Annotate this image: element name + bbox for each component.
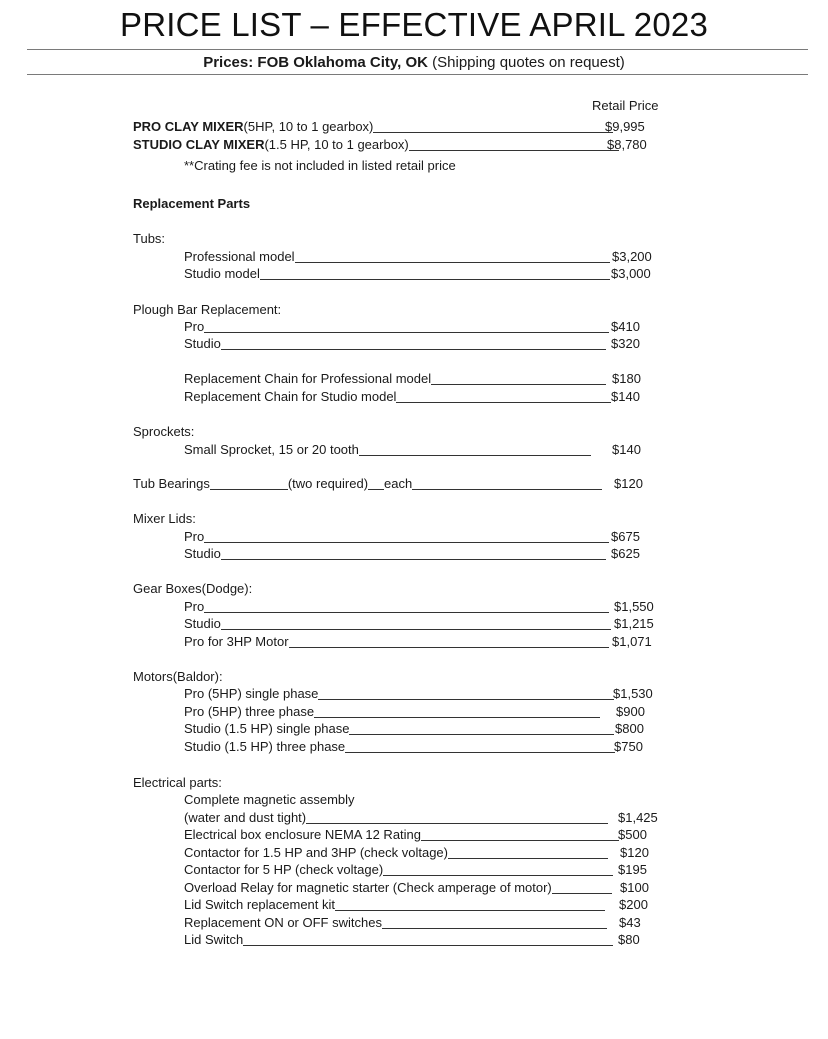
- leader-line: [221, 547, 606, 560]
- product-spec: (5HP, 10 to 1 gearbox): [243, 119, 374, 134]
- section-heading-electrical: Electrical parts:: [133, 775, 222, 790]
- leader-line: [318, 687, 614, 700]
- leader-line: [421, 828, 619, 841]
- leader-line: [409, 138, 619, 151]
- electrical-item-title: Complete magnetic assembly: [184, 792, 355, 807]
- leader-line: [221, 337, 606, 350]
- leader-line: [289, 635, 609, 648]
- leader-line: [431, 372, 606, 385]
- title-divider: [27, 49, 808, 50]
- section-heading-tubs: Tubs:: [133, 231, 166, 246]
- leader-line: [314, 705, 600, 718]
- pricing-terms: [0, 54, 828, 71]
- leader-line: [295, 250, 610, 263]
- leader-line: [382, 916, 607, 929]
- leader-line: [412, 477, 602, 490]
- fob-location: Prices: FOB Oklahoma City, OK: [203, 54, 428, 71]
- leader-line: [383, 863, 613, 876]
- price: $8,780: [607, 137, 647, 152]
- retail-price-column-header: Retail Price: [592, 98, 659, 113]
- leader-line: [552, 881, 612, 894]
- leader-line: [396, 390, 611, 403]
- section-heading-motors: Motors(Baldor):: [133, 669, 223, 684]
- section-heading-sprockets: Sprockets:: [133, 424, 195, 439]
- leader-line: [448, 846, 608, 859]
- leader-line: [243, 933, 613, 946]
- leader-line: [368, 477, 384, 490]
- leader-line: [335, 898, 605, 911]
- replacement-parts-heading: Replacement Parts: [133, 196, 251, 211]
- product-name: PRO CLAY MIXER: [133, 119, 244, 134]
- crating-note: **Crating fee is not included in listed retail price: [184, 158, 456, 173]
- leader-line: [373, 120, 613, 133]
- product-name: STUDIO CLAY MIXER: [133, 137, 265, 152]
- leader-line: [359, 443, 591, 456]
- page-title: PRICE LIST – EFFECTIVE APRIL 2023: [120, 6, 708, 43]
- leader-line: [204, 600, 609, 613]
- product-spec: (1.5 HP, 10 to 1 gearbox): [264, 137, 409, 152]
- leader-line: [306, 811, 608, 824]
- leader-line: [204, 530, 609, 543]
- leader-line: [260, 267, 610, 280]
- leader-line: [345, 740, 615, 753]
- leader-line: [204, 320, 609, 333]
- section-heading-plough-bar: Plough Bar Replacement:: [133, 302, 282, 317]
- price: $9,995: [605, 119, 645, 134]
- leader-line: [221, 617, 611, 630]
- leader-line: [210, 477, 288, 490]
- leader-line: [349, 722, 614, 735]
- section-heading-mixer-lids: Mixer Lids:: [133, 511, 196, 526]
- shipping-note: (Shipping quotes on request): [427, 54, 625, 71]
- section-heading-gear-boxes: Gear Boxes(Dodge):: [133, 581, 253, 596]
- subtitle-divider: [27, 74, 808, 75]
